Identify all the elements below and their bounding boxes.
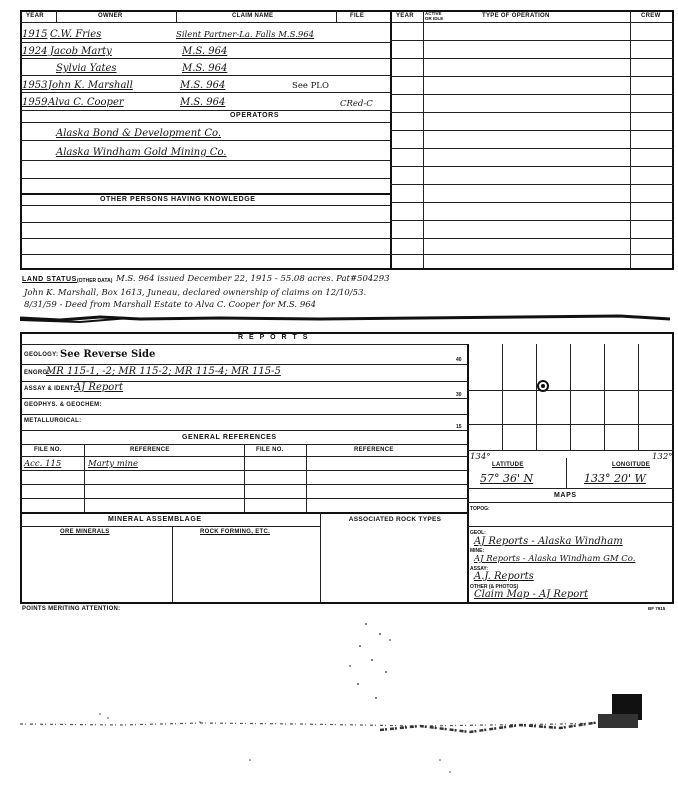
points-meriting-attention-label: POINTS MERITING ATTENTION: [22, 606, 121, 612]
header-file: FILE [350, 13, 365, 19]
mineral-assemblage-title: MINERAL ASSEMBLAGE [108, 516, 202, 523]
owner-claim-4: M.S. 964 [180, 80, 226, 91]
latitude-value: 57° 36' N [480, 472, 534, 485]
owner-year-2: 1924 [22, 46, 48, 57]
land-status-line-3: 8/31/59 - Deed from Marshall Estate to Alva C. Cooper for M.S. 964 [24, 300, 317, 310]
associated-rock-types-header: ASSOCIATED ROCK TYPES [348, 516, 442, 523]
owner-name-5: Alva C. Cooper [48, 97, 124, 108]
land-status-line-2: John K. Marshall, Box 1613, Juneau, declared ownership of claims on 12/10/53. [24, 288, 367, 298]
header-year: YEAR [26, 13, 44, 19]
owner-year-4: 1953 [22, 80, 48, 91]
header-type-of-operation: TYPE OF OPERATION [482, 13, 550, 19]
owner-file-4: See PLO [292, 81, 329, 91]
latitude-label: LATITUDE [492, 462, 524, 468]
lon-tick-left: 134° [470, 452, 491, 462]
maps-title: MAPS [554, 492, 577, 499]
other-persons-header: OTHER PERSONS HAVING KNOWLEDGE [100, 196, 256, 203]
geology-value: See Reverse Side [60, 349, 156, 360]
torn-edge-mark [20, 312, 674, 324]
genref-header-file-no-1: FILE NO. [34, 447, 62, 453]
margin-number-2: 30 [456, 392, 462, 398]
header-claim-name: CLAIM NAME [232, 13, 274, 19]
metallurgical-label: METALLURGICAL: [24, 418, 82, 424]
longitude-label: LONGITUDE [612, 462, 651, 468]
owner-name-4: John K. Marshall [48, 80, 133, 91]
topog-label: TOPOG: [470, 506, 490, 512]
header-year-2: YEAR [396, 13, 414, 19]
operator-2: Alaska Windham Gold Mining Co. [56, 147, 227, 158]
assay-ident-label: ASSAY & IDENT: [24, 386, 76, 392]
margin-number-3: 15 [456, 424, 462, 430]
rock-forming-header: ROCK FORMING, ETC. [200, 529, 271, 535]
geol-map-value: AJ Reports - Alaska Windham [474, 536, 623, 547]
genref-row-1-file-no: Acc. 115 [24, 459, 62, 469]
owner-claim-3: M.S. 964 [182, 63, 228, 74]
operator-1: Alaska Bond & Development Co. [56, 128, 222, 139]
owner-name-3: Sylvia Yates [56, 63, 117, 74]
assay-map-label: ASSAY: [470, 566, 489, 572]
owner-year-1: 1915 [22, 29, 48, 40]
header-active-or-idle: ACTIVE OR IDLE [425, 11, 444, 21]
mine-label: MINE: [470, 548, 485, 554]
land-status-line-1: M.S. 964 issued December 22, 1915 - 55.08 acres. Pat#504293 [116, 274, 390, 284]
owner-claim-5: M.S. 964 [180, 97, 226, 108]
reports-title: R E P O R T S [238, 334, 310, 341]
location-marker-icon [537, 380, 549, 392]
form-number: BF 7915 [648, 606, 666, 611]
land-status-label: LAND STATUS [22, 276, 77, 283]
geophys-label: GEOPHYS. & GEOCHEM: [24, 402, 102, 408]
owner-claim-2: M.S. 964 [182, 46, 228, 57]
general-references-title: GENERAL REFERENCES [182, 434, 277, 441]
land-status-sublabel: (OTHER DATA) [77, 278, 113, 284]
engrg-label: ENGRG: [24, 370, 50, 376]
owner-name-1: C.W. Fries [50, 29, 102, 40]
genref-row-1-reference: Marty mine [88, 459, 139, 469]
geol-label: GEOL: [470, 530, 486, 536]
geology-label: GEOLOGY: [24, 352, 59, 358]
genref-header-file-no-2: FILE NO. [256, 447, 284, 453]
margin-number-1: 40 [456, 357, 462, 363]
assay-ident-value: AJ Report [74, 382, 124, 393]
owner-claim-1: Silent Partner-La. Falls M.S.964 [176, 30, 315, 40]
header-crew: CREW [641, 13, 661, 19]
genref-header-reference-2: REFERENCE [354, 447, 394, 453]
lon-tick-right: 132° [652, 452, 673, 462]
genref-header-reference-1: REFERENCE [130, 447, 170, 453]
mine-map-value: AJ Reports - Alaska Windham GM Co. [474, 554, 636, 564]
engrg-value: MR 115-1, -2; MR 115-2; MR 115-4; MR 115-5 [46, 366, 281, 377]
other-photos-value: Claim Map - AJ Report [474, 589, 589, 600]
owner-file-5: CRed-C [340, 99, 373, 109]
longitude-value: 133° 20' W [584, 472, 646, 485]
operators-header: OPERATORS [230, 112, 280, 119]
assay-map-value: A.J. Reports [474, 571, 534, 582]
header-owner: OWNER [98, 13, 123, 19]
ore-minerals-header: ORE MINERALS [60, 529, 110, 535]
other-photos-label: OTHER (& PHOTOS) [470, 584, 519, 590]
owner-year-5: 1959 [22, 97, 48, 108]
scan-noise-artifacts [0, 610, 678, 804]
owner-name-2: Jacob Marty [50, 46, 112, 57]
